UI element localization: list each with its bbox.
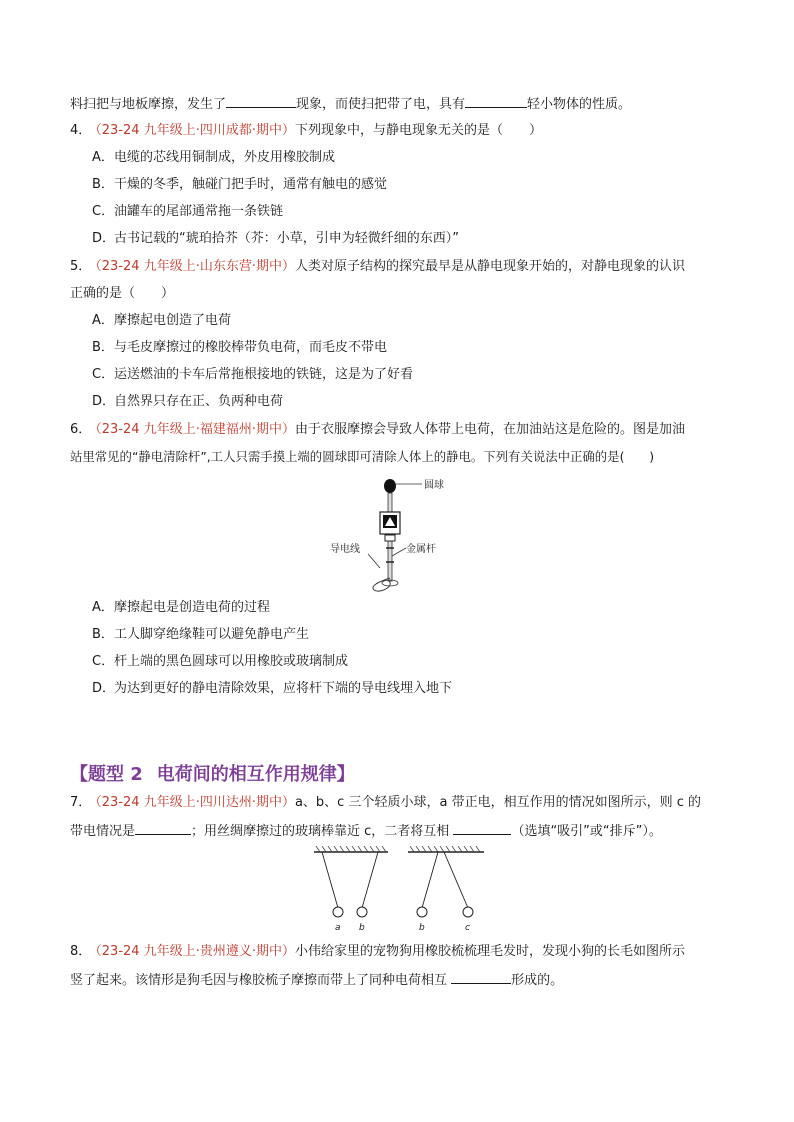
q4-question: 下列现象中，与静电现象无关的是（ ）: [294, 123, 542, 138]
q7-number: 7．: [70, 795, 92, 810]
q3-blank-2[interactable]: [465, 93, 527, 108]
pendulum-figure: [312, 846, 492, 936]
q6-question-1: 由于衣服摩擦会导致人体带上电荷，在加油站这是危险的。图是加油: [294, 422, 685, 437]
q4-option-c[interactable]: C．油罐车的尾部通常拖一条铁链: [92, 204, 284, 219]
rod-label: 金属杆: [406, 544, 436, 555]
ball-b-right: [417, 907, 427, 917]
q6-source: （23-24 九年级上·福建福州·期中）: [95, 422, 295, 437]
q5-source: （23-24 九年级上·山东东营·期中）: [95, 259, 295, 274]
q5-option-c[interactable]: C．运送燃油的卡车后常拖根接地的铁链，这是为了好看: [92, 367, 414, 382]
q8-question-1: 小伟给家里的宠物狗用橡胶梳梳理毛发时，发现小狗的长毛如图所示: [294, 944, 685, 959]
q6-option-a[interactable]: A．摩擦起电是创造电荷的过程: [92, 600, 271, 615]
q7-blank-2[interactable]: [453, 820, 511, 835]
q3-text-2: 现象，而使扫把带了电，具有: [296, 97, 466, 112]
ball-b-left: [357, 907, 367, 917]
q8-stem: [70, 942, 685, 962]
q6-option-b[interactable]: B．工人脚穿绝缘鞋可以避免静电产生: [92, 627, 310, 642]
q4-number: 4．: [70, 123, 92, 138]
q7-source: （23-24 九年级上·四川达州·期中）: [95, 795, 295, 810]
q7-blank-1[interactable]: [135, 820, 191, 835]
label-b-left: b: [359, 923, 365, 933]
ball-a: [333, 907, 343, 917]
q3-tail-line: [70, 93, 631, 115]
section-heading: 【题型 2 电荷间的相互作用规律】: [70, 764, 355, 785]
ball-label: 圆球: [424, 480, 444, 491]
q5-option-b[interactable]: B．与毛皮摩擦过的橡胶棒带负电荷，而毛皮不带电: [92, 340, 388, 355]
q8-blank[interactable]: [451, 969, 511, 984]
section-label: 题型 2: [88, 764, 143, 785]
q5-option-d[interactable]: D．自然界只存在正、负两种电荷: [92, 394, 284, 409]
q7-stem-2: 带电情况是 ；用丝绸摩擦过的玻璃棒靠近 c，二者将互相 （选填“吸引”或“排斥”）。: [70, 820, 662, 842]
q6-stem: [70, 420, 685, 440]
static-eliminator-figure: [330, 474, 460, 594]
q4-option-a[interactable]: A．电缆的芯线用铜制成，外皮用橡胶制成: [92, 150, 336, 165]
q4-source: （23-24 九年级上·四川成都·期中）: [95, 123, 295, 138]
q7-question-1: a、b、c 三个轻质小球，a 带正电，相互作用的情况如图所示，则 c 的: [294, 795, 701, 810]
ball-c: [463, 907, 473, 917]
q4-stem: [70, 121, 542, 141]
q6-number: 6．: [70, 422, 92, 437]
q6-stem-2: 站里常见的“静电清除杆”,工人只需手摸上端的圆球即可清除人体上的静电。下列有关说法中正确的是( ): [70, 449, 655, 464]
q8-source: （23-24 九年级上·贵州遵义·期中）: [95, 944, 295, 959]
q3-text-1: 料扫把与地板摩擦，发生了: [70, 97, 227, 112]
label-a: a: [335, 923, 341, 933]
q6-option-d[interactable]: D．为达到更好的静电清除效果，应将杆下端的导电线埋入地下: [92, 681, 453, 696]
label-c: c: [465, 923, 470, 933]
q5-stem-2: 正确的是（ ）: [70, 286, 175, 301]
wire-label: 导电线: [330, 544, 360, 555]
q5-stem: [70, 257, 685, 277]
q4-option-b[interactable]: B．干燥的冬季，触碰门把手时，通常有触电的感觉: [92, 177, 388, 192]
q3-blank-1[interactable]: [226, 93, 296, 108]
ball-shape: [384, 479, 396, 493]
q5-option-a[interactable]: A．摩擦起电创造了电荷: [92, 313, 232, 328]
q7-stem: [70, 793, 701, 813]
label-b-right: b: [419, 923, 425, 933]
q6-option-c[interactable]: C．杆上端的黑色圆球可以用橡胶或玻璃制成: [92, 654, 349, 669]
q3-text-3: 轻小物体的性质。: [527, 97, 632, 112]
q8-number: 8．: [70, 944, 92, 959]
q8-stem-2: 竖了起来。该情形是狗毛因与橡胶梳子摩擦而带上了同种电荷相互 形成的。: [70, 969, 563, 991]
q5-number: 5．: [70, 259, 92, 274]
q5-question-1: 人类对原子结构的探究最早是从静电现象开始的，对静电现象的认识: [294, 259, 685, 274]
section-title: 电荷间的相互作用规律: [156, 764, 337, 785]
q4-option-d[interactable]: D．古书记载的“琥珀拾芥（芥：小草，引申为轻微纤细的东西）”: [92, 231, 459, 246]
